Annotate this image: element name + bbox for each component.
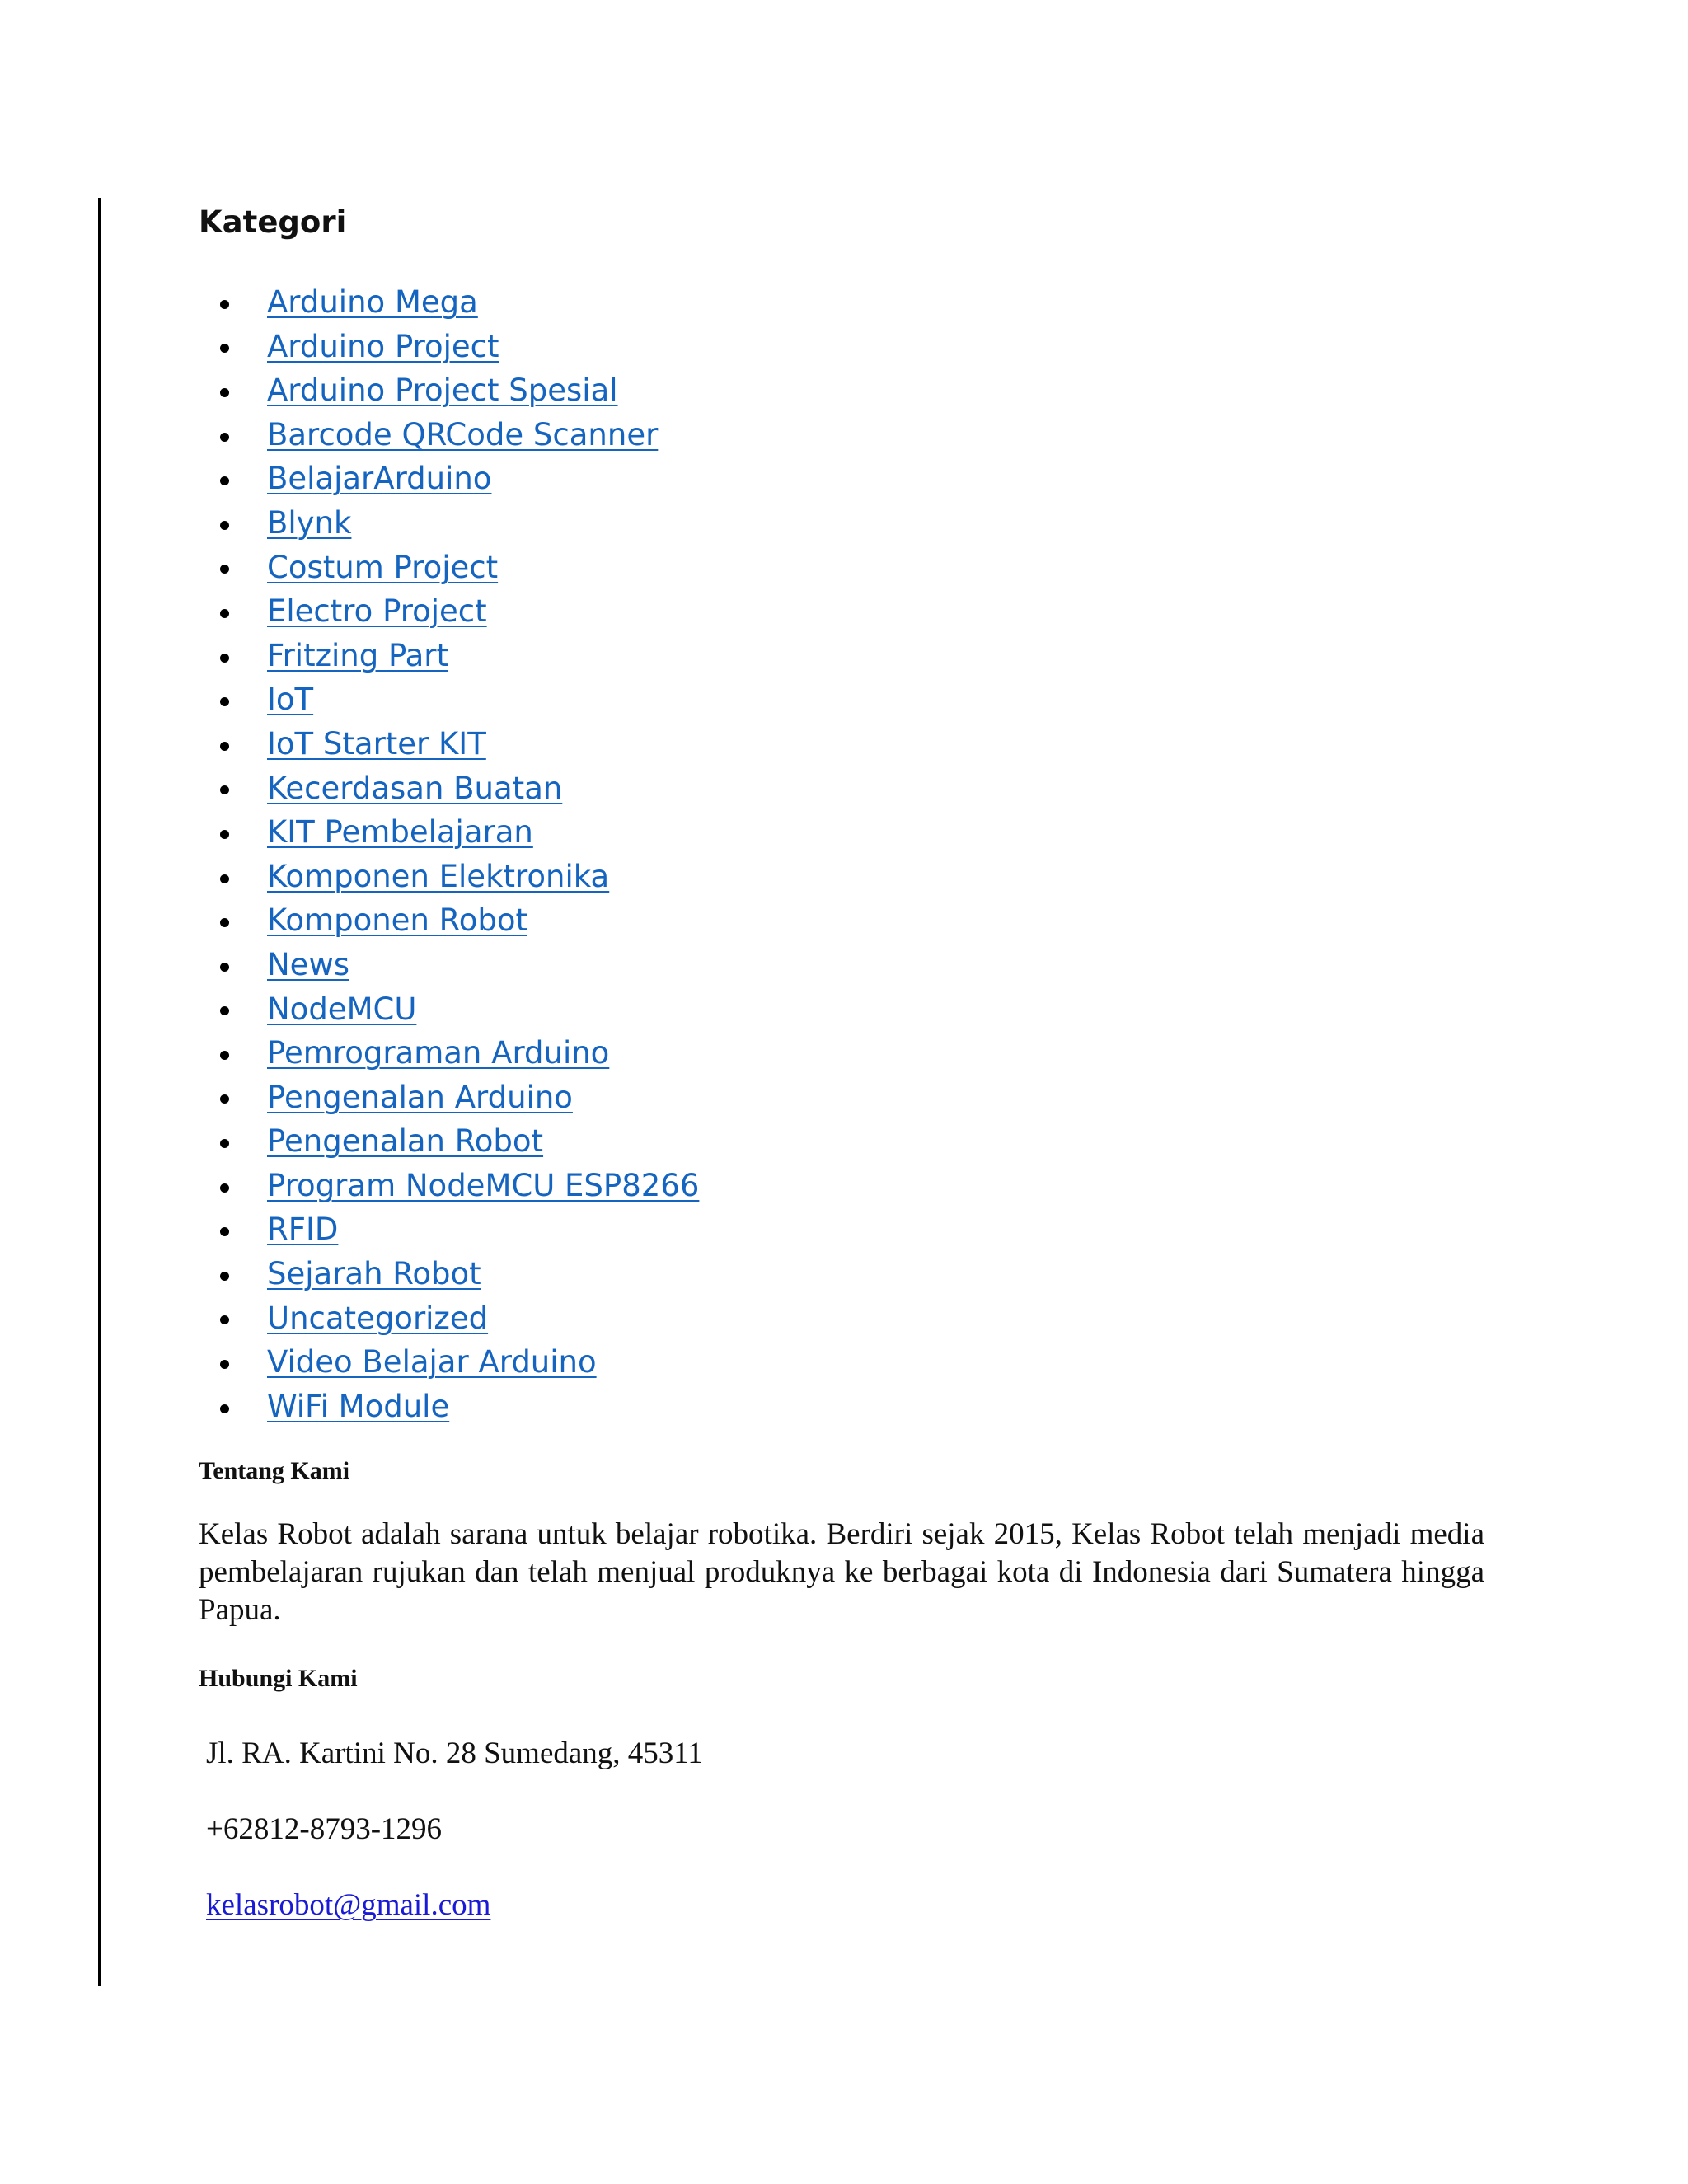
- categories-heading: Kategori: [199, 204, 347, 240]
- contact-heading: Hubungi Kami: [199, 1665, 358, 1693]
- about-heading: Tentang Kami: [199, 1457, 350, 1485]
- bullet-icon: [220, 874, 229, 883]
- category-link-kecerdasan-buatan[interactable]: Kecerdasan Buatan: [267, 770, 563, 806]
- category-link-rfid[interactable]: RFID: [267, 1212, 339, 1248]
- bullet-icon: [220, 1183, 229, 1193]
- list-item: [199, 280, 1484, 325]
- list-item: [199, 413, 1484, 457]
- list-item: [199, 1252, 1484, 1296]
- category-link-costum-project[interactable]: Costum Project: [267, 549, 499, 585]
- category-link-arduino-project-spesial[interactable]: Arduino Project Spesial: [267, 373, 618, 409]
- list-item: [199, 1164, 1484, 1208]
- bullet-icon: [220, 785, 229, 794]
- category-link-iot-starter-kit[interactable]: IoT Starter KIT: [267, 725, 486, 762]
- contact-email-line: [199, 1868, 1484, 1943]
- category-link-pemrograman-arduino[interactable]: Pemrograman Arduino: [267, 1035, 610, 1071]
- contact-address: Jl. RA. Kartini No. 28 Sumedang, 45311: [206, 1736, 703, 1771]
- bullet-icon: [220, 300, 229, 309]
- category-link-fritzing-part[interactable]: Fritzing Part: [267, 637, 449, 673]
- list-item: [199, 1119, 1484, 1164]
- list-item: [199, 943, 1484, 987]
- category-link-wifi-module[interactable]: WiFi Module: [267, 1388, 450, 1424]
- category-link-pengenalan-robot[interactable]: Pengenalan Robot: [267, 1123, 544, 1160]
- bullet-icon: [220, 963, 229, 972]
- list-item: [199, 810, 1484, 855]
- category-link-news[interactable]: News: [267, 946, 349, 982]
- bullet-icon: [220, 1094, 229, 1104]
- bullet-icon: [220, 344, 229, 353]
- list-item: [199, 898, 1484, 943]
- category-link-arduino-project[interactable]: Arduino Project: [267, 328, 499, 364]
- category-link-iot[interactable]: IoT: [267, 682, 314, 718]
- bullet-icon: [220, 565, 229, 574]
- category-list: [199, 280, 1484, 1428]
- list-item: [199, 722, 1484, 766]
- bullet-icon: [220, 1272, 229, 1281]
- bullet-icon: [220, 609, 229, 618]
- category-link-program-nodemcu-esp8266[interactable]: Program NodeMCU ESP8266: [267, 1167, 700, 1203]
- bullet-icon: [220, 476, 229, 485]
- bullet-icon: [220, 433, 229, 442]
- category-link-arduino-mega[interactable]: Arduino Mega: [267, 284, 478, 320]
- bullet-icon: [220, 521, 229, 530]
- list-item: [199, 677, 1484, 722]
- category-link-sejarah-robot[interactable]: Sejarah Robot: [267, 1256, 481, 1292]
- list-item: [199, 855, 1484, 899]
- bullet-icon: [220, 742, 229, 751]
- bullet-icon: [220, 388, 229, 397]
- category-link-belajararduino[interactable]: BelajarArduino: [267, 461, 492, 497]
- list-item: [199, 634, 1484, 678]
- bullet-icon: [220, 1227, 229, 1236]
- list-item: [199, 1207, 1484, 1252]
- category-link-nodemcu[interactable]: NodeMCU: [267, 991, 417, 1027]
- list-item: [199, 766, 1484, 811]
- category-link-blynk[interactable]: Blynk: [267, 504, 352, 541]
- left-vertical-rule: [98, 198, 101, 1986]
- email-link[interactable]: kelasrobot@gmail.com: [206, 1888, 491, 1923]
- bullet-icon: [220, 1360, 229, 1369]
- list-item: [199, 987, 1484, 1032]
- footer-content: [199, 199, 1484, 1943]
- category-link-uncategorized[interactable]: Uncategorized: [267, 1300, 489, 1336]
- bullet-icon: [220, 1051, 229, 1060]
- list-item: [199, 1296, 1484, 1341]
- bullet-icon: [220, 697, 229, 706]
- category-link-electro-project[interactable]: Electro Project: [267, 593, 487, 630]
- category-link-komponen-elektronika[interactable]: Komponen Elektronika: [267, 858, 610, 894]
- bullet-icon: [220, 654, 229, 663]
- list-item: [199, 501, 1484, 546]
- bullet-icon: [220, 1006, 229, 1015]
- category-link-komponen-robot[interactable]: Komponen Robot: [267, 902, 528, 939]
- list-item: [199, 1076, 1484, 1120]
- list-item: [199, 546, 1484, 590]
- category-link-kit-pembelajaran[interactable]: KIT Pembelajaran: [267, 814, 533, 851]
- bullet-icon: [220, 830, 229, 839]
- list-item: [199, 1340, 1484, 1385]
- bullet-icon: [220, 1315, 229, 1324]
- about-text: Kelas Robot adalah sarana untuk belajar robotika. Berdiri sejak 2015, Kelas Robot telah menjadi media pembelajaran rujukan dan telah menjual produknya ke berbagai kota di Indonesia dari Sumatera hingga Papua.: [199, 1517, 1484, 1628]
- list-item: [199, 457, 1484, 501]
- list-item: [199, 368, 1484, 413]
- bullet-icon: [220, 918, 229, 927]
- category-link-barcode-qrcode-scanner[interactable]: Barcode QRCode Scanner: [267, 416, 659, 452]
- contact-phone: +62812-8793-1296: [206, 1812, 443, 1847]
- list-item: [199, 1031, 1484, 1076]
- bullet-icon: [220, 1404, 229, 1413]
- category-link-video-belajar-arduino[interactable]: Video Belajar Arduino: [267, 1344, 597, 1380]
- category-link-pengenalan-arduino[interactable]: Pengenalan Arduino: [267, 1079, 573, 1115]
- list-item: [199, 325, 1484, 369]
- list-item: [199, 589, 1484, 634]
- list-item: [199, 1385, 1484, 1429]
- bullet-icon: [220, 1139, 229, 1148]
